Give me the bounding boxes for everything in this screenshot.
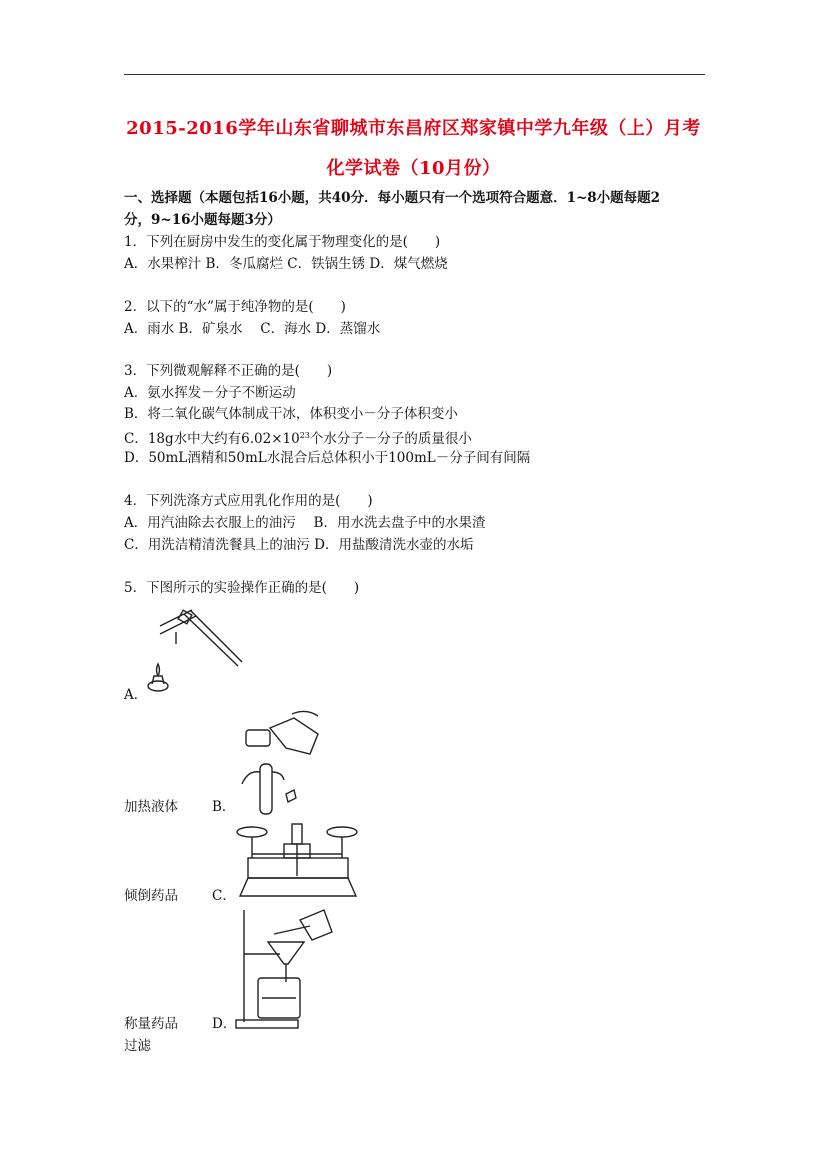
figure-b-caption: 倾倒药品 <box>124 888 178 904</box>
option-c-text-after: 个水分子－分子的质量很小 <box>309 431 472 447</box>
question-4-stem: 4．下列洗涤方式应用乳化作用的是( ) <box>124 493 373 509</box>
question-1-options: A．水果榨汁 B．冬瓜腐烂 C．铁锅生锈 D．煤气燃烧 <box>124 256 448 272</box>
option-c-text-before: C．18g水中大约有6.02×10 <box>124 431 300 447</box>
question-2-options: A．雨水 B．矿泉水 C．海水 D．蒸馏水 <box>124 321 381 337</box>
question-4-options-cd: C．用洗洁精清洗餐具上的油污 D．用盐酸清洗水壶的水垢 <box>124 537 474 553</box>
question-2-stem: 2．以下的“水”属于纯净物的是( ) <box>124 299 346 315</box>
figure-b-pouring-liquid <box>232 708 332 818</box>
question-3-option-a: A．氨水挥发－分子不断运动 <box>124 385 296 401</box>
figure-a-heating-liquid <box>146 604 246 694</box>
question-3-option-c <box>124 427 472 448</box>
exam-title-line2: 化学试卷（10月份） <box>326 158 501 179</box>
section-heading-line1: 一、选择题（本题包括16小题，共40分．每小题只有一个选项符合题意．1~8小题每题2 <box>124 190 661 206</box>
question-1-stem: 1．下列在厨房中发生的变化属于物理变化的是( ) <box>124 234 441 250</box>
header-rule <box>124 74 705 75</box>
question-4-options-ab: A．用汽油除去衣服上的油污 B．用水洗去盘子中的水果渣 <box>124 515 486 531</box>
figure-d-caption: 过滤 <box>124 1038 151 1054</box>
figure-c-caption: 称量药品 <box>124 1016 178 1032</box>
figure-a-caption: 加热液体 <box>124 799 178 815</box>
question-5-stem: 5．下图所示的实验操作正确的是( ) <box>124 580 360 596</box>
question-3-option-d: D．50mL酒精和50mL水混合后总体积小于100mL－分子间有间隔 <box>124 450 531 466</box>
figure-d-label: D． <box>212 1016 237 1032</box>
question-3-stem: 3．下列微观解释不正确的是( ) <box>124 363 333 379</box>
question-3-option-b: B．将二氧化碳气体制成干冰，体积变小－分子体积变小 <box>124 406 458 422</box>
figure-c-balance <box>234 816 364 902</box>
figure-b-label: B． <box>212 799 236 815</box>
figure-c-label: C． <box>212 888 236 904</box>
figure-d-filtration <box>234 906 344 1030</box>
exam-title-line1: 2015-2016学年山东省聊城市东昌府区郑家镇中学九年级（上）月考 <box>126 118 701 139</box>
option-c-exponent: 23 <box>299 431 310 440</box>
section-heading-line2: 分，9~16小题每题3分） <box>124 212 281 228</box>
figure-a-label: A． <box>124 687 148 703</box>
